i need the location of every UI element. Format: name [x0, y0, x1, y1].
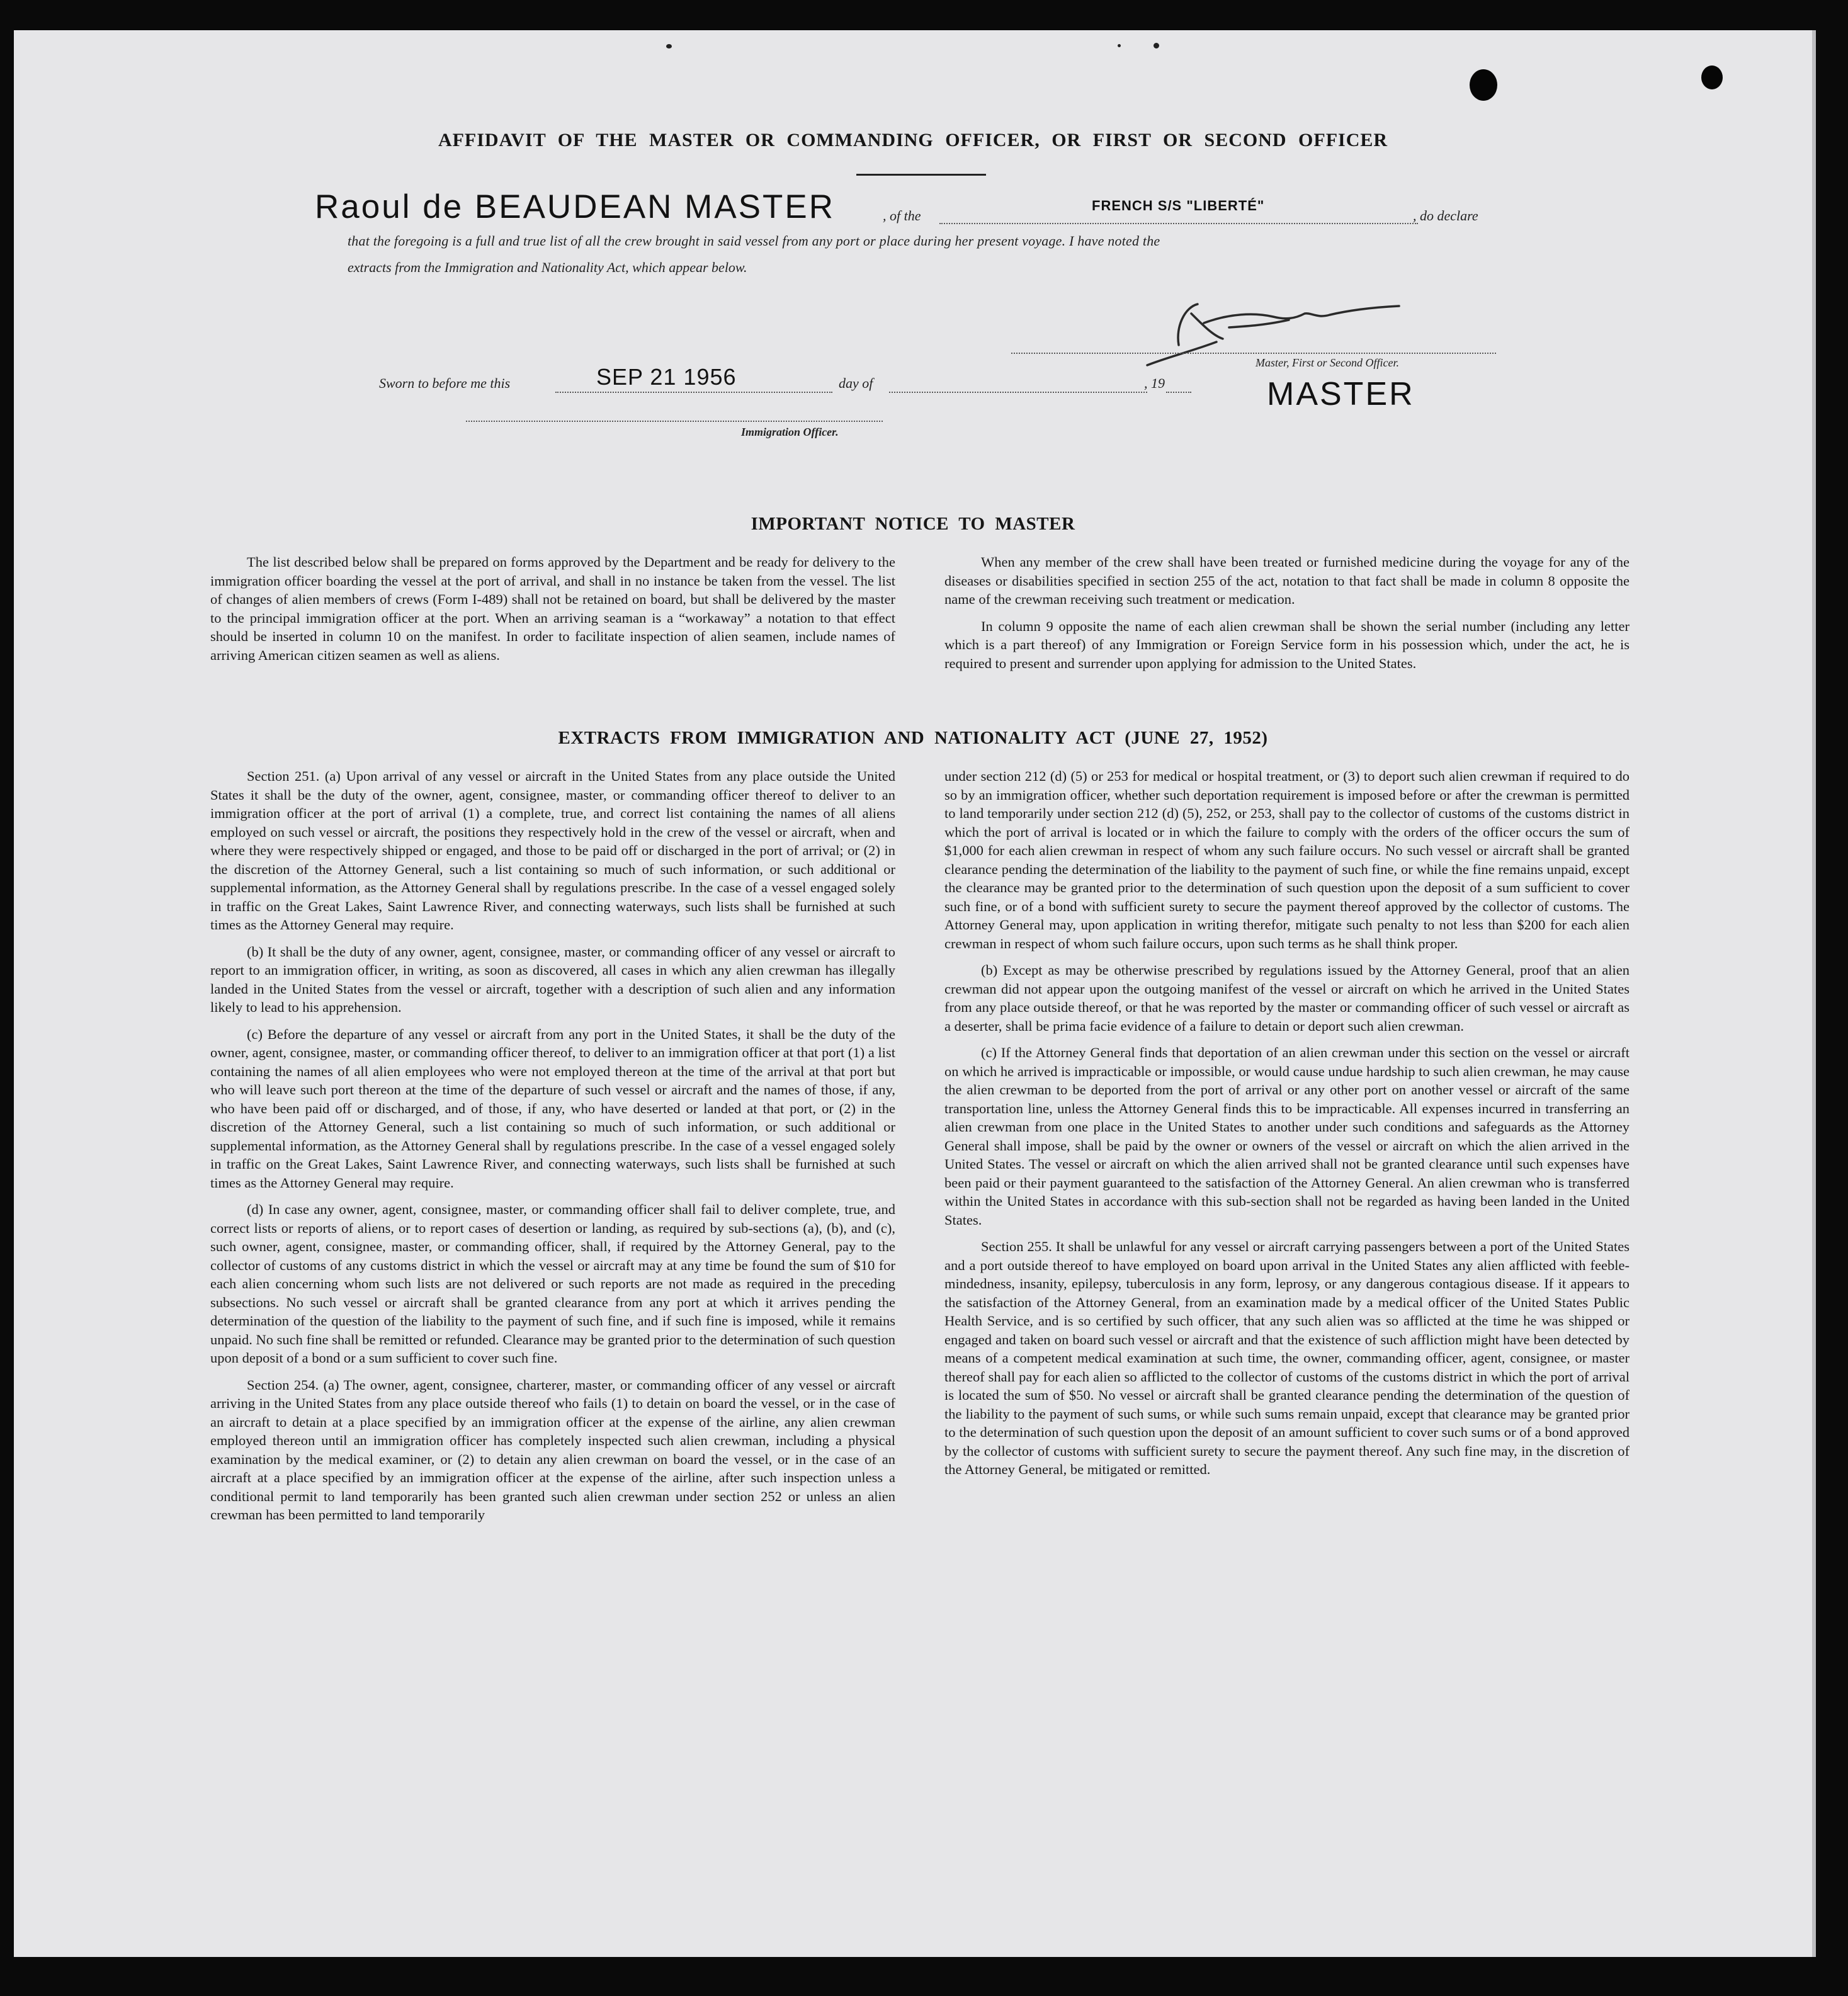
scan-speck: [1154, 43, 1159, 48]
of-the-label: , of the: [883, 208, 921, 224]
immigration-officer-line: [466, 421, 883, 422]
notice-title: IMPORTANT NOTICE TO MASTER: [751, 514, 1075, 534]
punch-hole: [1701, 65, 1723, 89]
extracts-title: EXTRACTS FROM IMMIGRATION AND NATIONALITY ACT (JUNE 27, 1952): [558, 728, 1268, 748]
extract-paragraph: Section 255. It shall be unlawful for any vessel or aircraft carrying passengers between a port of the United States and a port outside thereof to have employed on board upon arrival in the United States any alien afflicted with feeble-mindedness, insanity, epilepsy, tuberculosis in any form, leprosy, or any dangerous contagious disease. If it appears to the satisfaction of the Attorney General, from an examination made by a medical officer of the United States Public Health Service, and is so certified by such officer, that any such alien was so afflicted at the time he was shipped or engaged and taken on board such vessel or aircraft and that the existence of such affliction might have been detected by means of a competent medical examination at such time, the owner, commanding officer, agent, consignee, or master thereof shall pay for each alien so afflicted to the collector of customs of the customs district in which the port of arrival is located the sum of $50. No vessel or aircraft shall be granted clearance pending the determination of the question of the liability to the payment of such sums, or while such sums remain unpaid, except that clearance may be granted prior to the determination of such question upon the deposit of an amount sufficient to cover such sums or of a bond approved by the collector of customs with sufficient surety to secure the payment thereof. Any such fine may, in the discretion of the Attorney General, be mitigated or remitted.: [944, 1239, 1630, 1477]
scan-speck: [1118, 44, 1121, 47]
day-of-label: day of: [839, 375, 873, 391]
notice-left-paragraph: The list described below shall be prepared on forms approved by the Department and be ready for delivery to the immigration officer boarding the vessel at the port of arrival, and shall in no instance be taken from the vessel. The list of changes of alien members of crews (Form I-489) shall not be retained on board, but shall be delivered by the master to the principal immigration officer at the port. When an arriving seaman is a “workaway” a notation to that effect should be inserted in column 10 on the manifest. In order to facilitate inspection of alien seamen, include names of arriving American citizen seamen as well as aliens.: [210, 554, 895, 663]
notice-left-column: [210, 553, 895, 664]
extract-paragraph: (d) In case any owner, agent, consignee, master, or commanding officer shall fail to deliver complete, true, and correct lists or reports of aliens, or to report cases of desertion or landing, as required by sub-sections (a), (b), and (c), such owner, agent, consignee, master, or commanding officer, shall, if required by the Attorney General, pay to the collector of customs of any customs district in which the vessel or aircraft may at any time be found the sum of $10 for each alien concerning whom such lists are not delivered or such reports are not made as required in the preceding subsections. No such vessel or aircraft shall be granted clearance from any port at which it arrives pending the determination of the question of the liability to the payment of such fine, and if such fine is imposed, while it remains unpaid. No such fine shall be remitted or refunded. Clearance may be granted prior to the determination of such question upon deposit of a bond or a sum sufficient to cover such fine.: [210, 1201, 895, 1366]
do-declare-label: , do declare: [1413, 208, 1478, 224]
vessel-line: [939, 223, 1418, 224]
notice-right-column: [944, 553, 1630, 672]
extract-paragraph: (c) Before the departure of any vessel or aircraft from any port in the United States, it shall be the duty of the owner, agent, consignee, master, or commanding officer thereof, to deliver to an immigration officer at that port (1) a list containing the names of all alien employees who were not employed thereon at the time of the arrival at that port but who will leave such port thereon at the time of the departure of such vessel or aircraft and the names of those, if any, who have been paid off or discharged, and of those, if any, who have deserted or landed at that port, or (2) in the discretion of the Attorney General, such a list containing so much of such information, or such additional or supplemental information, as the Attorney General shall by regulations prescribe. In the case of a vessel engaged solely in traffic on the Great Lakes, Saint Lawrence River, and connecting waterways, such lists shall be furnished at such times as the Attorney General may require.: [210, 1026, 895, 1191]
extract-paragraph: Section 251. (a) Upon arrival of any vessel or aircraft in the United States from any place outside the United States it shall be the duty of the owner, agent, consignee, master, or commanding officer thereof to deliver to an immigration officer at the port of arrival (1) a complete, true, and correct list containing the names of all aliens employed on such vessel or aircraft, the positions they respectively hold in the crew of the vessel or aircraft, when and where they were respectively shipped or engaged, and those to be paid off or discharged in the port of arrival; or (2) in the discretion of the Attorney General, such a list containing so much of such information, or such additional or supplemental information, as the Attorney General shall by regulations prescribe. In the case of a vessel engaged solely in traffic on the Great Lakes, Saint Lawrence River, and connecting waterways, such lists shall be furnished at such times as the Attorney General may require.: [210, 768, 895, 933]
sworn-label: Sworn to before me this: [379, 375, 511, 391]
sworn-date-line: [555, 392, 832, 393]
declaration-line-1: that the foregoing is a full and true list of all the crew brought in said vessel from any port or place during her present voyage. I have noted the: [348, 233, 1160, 249]
extracts-left-column: [210, 767, 895, 1524]
extract-paragraph: (b) It shall be the duty of any owner, agent, consignee, master, or commanding officer of any vessel or aircraft to report to an immigration officer, in writing, as soon as discovered, all cases in which any alien crewman has illegally landed in the United States from the vessel or aircraft, together with a description of such alien and any information likely to lead to his apprehension.: [210, 943, 895, 1015]
extract-paragraph: (c) If the Attorney General finds that deportation of an alien crewman under this section on the vessel or aircraft on which he arrived is impracticable or impossible, or would cause undue hardship to such alien crewman, he may cause the alien crewman to be deported from the port of arrival or any other port on another vessel or aircraft of the same transportation line, unless the Attorney General finds this to be impracticable. All expenses incurred in transferring an alien crewman from one place in the United States to another under such conditions and safeguards as the Attorney General shall impose, shall be paid by the owner or owners of the vessel or aircraft on which the alien arrived in the United States. The vessel or aircraft on which the alien arrived shall not be granted clearance until such expenses have been paid or their payment guaranteed to the satisfaction of the Attorney General. An alien crewman who is transferred within the United States in accordance with this sub-section shall not be regarded as having been landed in the United States.: [944, 1045, 1630, 1228]
scan-speck: [666, 44, 672, 48]
document-page: [14, 30, 1816, 1957]
sworn-date-stamp: SEP 21 1956: [596, 364, 737, 390]
year-label: , 19: [1144, 375, 1165, 391]
extract-paragraph: Section 254. (a) The owner, agent, consignee, charterer, master, or commanding officer of any vessel or aircraft arriving in the United States from any place outside thereof who fails (1) to detain on board the vessel, or in the case of an aircraft to detain at a place specified by an immigration officer at the expense of the airline, any alien crewman employed thereon until an immigration officer has completely inspected such alien crewman, including a physical examination by the medical examiner, or (2) to detain any alien crewman on board the vessel, or in the case of an aircraft at a place specified by an immigration officer at the expense of the airline, after such inspection unless a conditional permit to land temporarily has been granted such alien crewman under section 252 or unless an alien crewman has been permitted to land temporarily: [210, 1376, 895, 1523]
officer-caption: Master, First or Second Officer.: [1256, 356, 1399, 369]
extracts-right-column: [944, 767, 1630, 1479]
notice-right-paragraph-2: In column 9 opposite the name of each alien crewman shall be shown the serial number (including any letter which is a part thereof) of any Immigration or Foreign Service form in his possession which, under the act, he is required to present and surrender upon applying for admission to the United States.: [944, 618, 1630, 671]
extract-paragraph: under section 212 (d) (5) or 253 for medical or hospital treatment, or (3) to deport such alien crewman if required to do so by an immigration officer, whether such deportation requirement is imposed before or after the crewman is permitted to land temporarily under section 212 (d) (5), 252, or 253, shall pay to the collector of customs of the customs district in which the port of arrival is located or in which the failure to comply with the orders of the officer occurs the sum of $1,000 for each alien crewman in respect of whom any such failure occurs. No such vessel or aircraft shall be granted clearance pending the determination of the liability to the payment of such fine, or while the fine remains unpaid, except the clearance may be granted prior to the determination of such question upon the deposit of a sum sufficient to cover such fine, or of a bond with sufficient surety to secure the payment thereof approved by the collector of customs. The Attorney General may, upon application in writing therefor, mitigate such penalty to not less than $200 for each alien crewman in respect of whom such failure occurs, upon such terms as he shall think proper.: [944, 768, 1630, 951]
vessel-name-field: FRENCH S/S "LIBERTÉ": [1092, 198, 1265, 213]
year-line: [1166, 392, 1191, 393]
title-rule: [856, 174, 986, 176]
master-name-field: Raoul de BEAUDEAN MASTER: [315, 188, 836, 225]
immigration-officer-caption: Immigration Officer.: [741, 426, 839, 438]
affidavit-title: AFFIDAVIT OF THE MASTER OR COMMANDING OFFICER, OR FIRST OR SECOND OFFICER: [438, 130, 1388, 150]
month-line: [889, 392, 1147, 393]
signature-line: [1011, 353, 1496, 354]
extract-paragraph: (b) Except as may be otherwise prescribed by regulations issued by the Attorney General, proof that an alien crewman did not appear upon the outgoing manifest of the vessel or aircraft on which he arrived in the United States from any place outside thereof, or that he was reported by the master or commanding officer of such vessel or aircraft as a deserter, shall be prima facie evidence of a failure to detain or deport such alien crewman.: [944, 962, 1630, 1034]
officer-title-stamp: MASTER: [1267, 376, 1415, 412]
declaration-line-2: extracts from the Immigration and Nationality Act, which appear below.: [348, 259, 747, 275]
notice-right-paragraph-1: When any member of the crew shall have been treated or furnished medicine during the voyage for any of the diseases or disabilities specified in section 255 of the act, notation to that fact shall be made in column 8 opposite the name of the crewman receiving such treatment or medication.: [944, 554, 1630, 607]
punch-hole: [1470, 69, 1497, 101]
